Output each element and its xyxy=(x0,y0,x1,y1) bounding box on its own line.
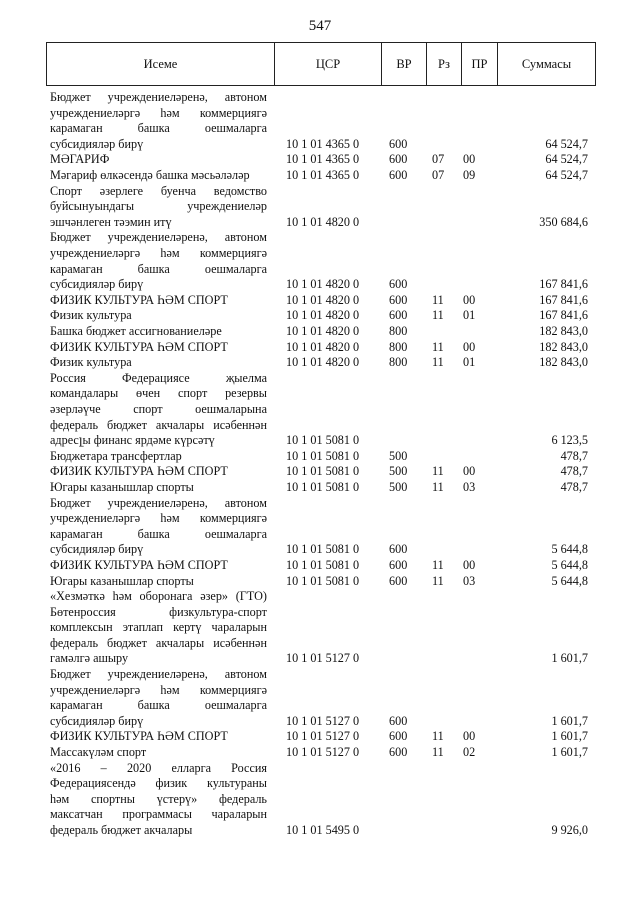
row-name-line: ФИЗИК КУЛЬТУРА ҺӘМ СПОРТ xyxy=(50,557,228,572)
row-name-line: эшчәнлеген тәэмин итү xyxy=(50,214,172,229)
table-row xyxy=(0,589,640,667)
row-csr: 10 1 01 4365 0 xyxy=(286,152,360,167)
table-row xyxy=(0,449,640,465)
table-row xyxy=(0,667,640,729)
row-vr: 600 xyxy=(389,277,408,292)
row-vr: 600 xyxy=(389,542,408,557)
row-sum: 1 601,7 xyxy=(551,745,588,760)
row-name-line: Бөтенроссия физкультура-спорт xyxy=(50,604,267,619)
row-vr: 600 xyxy=(389,745,408,760)
row-rz: 11 xyxy=(432,557,444,572)
row-name-line: Физик культура xyxy=(50,355,132,370)
row-vr: 500 xyxy=(389,479,408,494)
row-sum: 64 524,7 xyxy=(545,136,588,151)
row-name-line: учреждениеләргә һәм коммерциягә xyxy=(50,682,267,697)
row-csr: 10 1 01 4820 0 xyxy=(286,339,360,354)
row-name xyxy=(50,574,267,590)
table-row xyxy=(0,371,640,449)
row-name-line: Россия Федерациясе җыелма xyxy=(50,370,267,385)
row-name-line: «2016 – 2020 елларга Россия xyxy=(50,760,267,775)
row-vr: 600 xyxy=(389,729,408,744)
row-name-line: карамаган башка оешмаларга xyxy=(50,121,267,136)
row-name-line: МӘГАРИФ xyxy=(50,152,110,167)
table-row xyxy=(0,745,640,761)
row-name-line: «Хезмәткә һәм оборонага әзер» (ГТО) xyxy=(50,589,267,604)
table-row xyxy=(0,90,640,152)
row-name-line: Югары казанышлар спорты xyxy=(50,479,194,494)
row-name-line: буйсынуындагы учреждениеләр xyxy=(50,199,267,214)
table-row xyxy=(0,729,640,745)
row-sum: 6 123,5 xyxy=(551,433,588,448)
row-vr: 600 xyxy=(389,136,408,151)
row-csr: 10 1 01 4820 0 xyxy=(286,292,360,307)
row-rz: 07 xyxy=(432,167,445,182)
row-sum: 478,7 xyxy=(560,464,588,479)
row-sum: 167 841,6 xyxy=(539,292,588,307)
row-vr: 600 xyxy=(389,557,408,572)
row-name-line: федераль бюджет акчалары исәбеннән xyxy=(50,635,267,650)
row-pr: 00 xyxy=(463,292,476,307)
row-name-line: федераль бюджет акчалары исәбеннән xyxy=(50,417,267,432)
row-sum: 5 644,8 xyxy=(551,542,588,557)
row-name-line: Бюджет учреждениеләренә, автоном xyxy=(50,230,267,245)
row-name xyxy=(50,729,267,745)
header-sum: Суммасы xyxy=(497,43,595,85)
table-row xyxy=(0,480,640,496)
row-name-line: максатчан программасы чараларын xyxy=(50,807,267,822)
row-name xyxy=(50,371,267,449)
row-sum: 350 684,6 xyxy=(539,214,588,229)
row-sum: 1 601,7 xyxy=(551,729,588,744)
row-vr: 600 xyxy=(389,573,408,588)
table-row xyxy=(0,324,640,340)
row-name-line: Федерациясендә физик культураны xyxy=(50,776,267,791)
row-name-line: карамаган башка оешмаларга xyxy=(50,698,267,713)
row-sum: 478,7 xyxy=(560,448,588,463)
table-row xyxy=(0,230,640,292)
row-name-line: командалары өчен спорт резервы xyxy=(50,386,267,401)
row-sum: 167 841,6 xyxy=(539,277,588,292)
row-csr: 10 1 01 5127 0 xyxy=(286,651,360,666)
row-name xyxy=(50,667,267,729)
table-row xyxy=(0,308,640,324)
row-name-line: Башка бюджет ассигнованиеләре xyxy=(50,323,222,338)
row-sum: 182 843,0 xyxy=(539,355,588,370)
row-vr: 600 xyxy=(389,292,408,307)
row-vr: 600 xyxy=(389,152,408,167)
row-csr: 10 1 01 4820 0 xyxy=(286,323,360,338)
header-name: Исеме xyxy=(143,56,178,71)
row-name-line: субсидияләр бирү xyxy=(50,136,144,151)
row-name-line: учреждениеләргә һәм коммерциягә xyxy=(50,105,267,120)
row-sum: 1 601,7 xyxy=(551,651,588,666)
row-name-line: субсидияләр бирү xyxy=(50,713,144,728)
row-name-line: учреждениеләргә һәм коммерциягә xyxy=(50,245,267,260)
table-row xyxy=(0,152,640,168)
row-rz: 07 xyxy=(432,152,445,167)
row-name xyxy=(50,230,267,292)
table-row xyxy=(0,355,640,371)
row-vr: 600 xyxy=(389,167,408,182)
row-rz: 11 xyxy=(432,292,444,307)
row-name xyxy=(50,464,267,480)
row-name-line: ФИЗИК КУЛЬТУРА ҺӘМ СПОРТ xyxy=(50,292,228,307)
row-csr: 10 1 01 4820 0 xyxy=(286,214,360,229)
row-name-line: учреждениеләргә һәм коммерциягә xyxy=(50,511,267,526)
row-name-line: Физик культура xyxy=(50,308,132,323)
row-name xyxy=(50,308,267,324)
row-vr: 800 xyxy=(389,323,408,338)
table-row xyxy=(0,761,640,839)
row-sum: 64 524,7 xyxy=(545,152,588,167)
row-name-line: ФИЗИК КУЛЬТУРА ҺӘМ СПОРТ xyxy=(50,339,228,354)
row-name xyxy=(50,293,267,309)
row-name-line: карамаган башка оешмаларга xyxy=(50,261,267,276)
row-rz: 11 xyxy=(432,464,444,479)
row-vr: 800 xyxy=(389,339,408,354)
row-vr: 600 xyxy=(389,308,408,323)
row-sum: 9 926,0 xyxy=(551,823,588,838)
row-name-line: субсидияләр бирү xyxy=(50,542,144,557)
row-name-line: Бюджетара трансфертлар xyxy=(50,448,182,463)
row-csr: 10 1 01 5081 0 xyxy=(286,464,360,479)
row-pr: 03 xyxy=(463,573,476,588)
header-vr: ВР xyxy=(381,43,426,85)
table-row xyxy=(0,496,640,558)
row-pr: 01 xyxy=(463,355,476,370)
page-number: 547 xyxy=(308,18,332,34)
row-name-line: һәм спортны үстерү» федераль xyxy=(50,791,267,806)
row-name xyxy=(50,449,267,465)
row-csr: 10 1 01 5127 0 xyxy=(286,729,360,744)
row-name-line: ФИЗИК КУЛЬТУРА ҺӘМ СПОРТ xyxy=(50,729,228,744)
row-pr: 01 xyxy=(463,308,476,323)
row-name xyxy=(50,168,267,184)
row-sum: 1 601,7 xyxy=(551,713,588,728)
table-row xyxy=(0,184,640,231)
row-name xyxy=(50,355,267,371)
row-rz: 11 xyxy=(432,339,444,354)
row-name xyxy=(50,480,267,496)
row-name xyxy=(50,496,267,558)
table-row xyxy=(0,168,640,184)
row-csr: 10 1 01 5081 0 xyxy=(286,433,360,448)
table-row xyxy=(0,558,640,574)
row-pr: 00 xyxy=(463,339,476,354)
row-sum: 64 524,7 xyxy=(545,167,588,182)
header-rz: Рз xyxy=(426,43,461,85)
row-pr: 00 xyxy=(463,729,476,744)
row-vr: 800 xyxy=(389,355,408,370)
row-name-line: гамәлгә ашыру xyxy=(50,651,129,666)
row-name xyxy=(50,761,267,839)
row-sum: 478,7 xyxy=(560,479,588,494)
row-rz: 11 xyxy=(432,479,444,494)
table-row xyxy=(0,464,640,480)
table-row xyxy=(0,293,640,309)
row-name xyxy=(50,184,267,231)
row-csr: 10 1 01 5127 0 xyxy=(286,713,360,728)
row-csr: 10 1 01 4820 0 xyxy=(286,308,360,323)
row-pr: 02 xyxy=(463,745,476,760)
row-sum: 5 644,8 xyxy=(551,557,588,572)
table-row xyxy=(0,340,640,356)
row-csr: 10 1 01 4365 0 xyxy=(286,167,360,182)
table-body xyxy=(0,90,640,839)
row-csr: 10 1 01 5495 0 xyxy=(286,823,360,838)
row-csr: 10 1 01 5081 0 xyxy=(286,479,360,494)
row-name xyxy=(50,152,267,168)
row-csr: 10 1 01 5081 0 xyxy=(286,542,360,557)
header-pr: ПР xyxy=(461,43,497,85)
row-name-line: комплексын этаплап кертү чараларын xyxy=(50,620,267,635)
row-name-line: адресլы финанс ярдәме күрсәтү xyxy=(50,433,215,448)
row-csr: 10 1 01 5127 0 xyxy=(286,745,360,760)
row-name-line: әзерләүче спорт оешмаларына xyxy=(50,401,267,416)
row-name-line: Бюджет учреждениеләренә, автоном xyxy=(50,667,267,682)
table-header xyxy=(46,42,596,86)
row-csr: 10 1 01 4820 0 xyxy=(286,277,360,292)
row-name-line: федераль бюджет акчалары xyxy=(50,823,193,838)
table-row xyxy=(0,574,640,590)
row-sum: 167 841,6 xyxy=(539,308,588,323)
row-name-line: Бюджет учреждениеләренә, автоном xyxy=(50,90,267,104)
row-pr: 00 xyxy=(463,152,476,167)
row-name xyxy=(50,558,267,574)
row-pr: 09 xyxy=(463,167,476,182)
header-csr: ЦСР xyxy=(274,43,381,85)
row-name xyxy=(50,589,267,667)
row-pr: 03 xyxy=(463,479,476,494)
row-name-line: Бюджет учреждениеләренә, автоном xyxy=(50,495,267,510)
row-name-line: ФИЗИК КУЛЬТУРА ҺӘМ СПОРТ xyxy=(50,464,228,479)
row-csr: 10 1 01 4820 0 xyxy=(286,355,360,370)
row-rz: 11 xyxy=(432,573,444,588)
row-name xyxy=(50,90,267,152)
row-csr: 10 1 01 5081 0 xyxy=(286,557,360,572)
row-name-line: Югары казанышлар спорты xyxy=(50,573,194,588)
row-rz: 11 xyxy=(432,355,444,370)
row-name-line: Мәгариф өлкәсендә башка мәсьәләләр xyxy=(50,167,250,182)
row-pr: 00 xyxy=(463,557,476,572)
row-rz: 11 xyxy=(432,729,444,744)
row-csr: 10 1 01 5081 0 xyxy=(286,448,360,463)
row-vr: 600 xyxy=(389,713,408,728)
row-name-line: Массакүләм спорт xyxy=(50,745,147,760)
row-csr: 10 1 01 5081 0 xyxy=(286,573,360,588)
row-name xyxy=(50,745,267,761)
row-pr: 00 xyxy=(463,464,476,479)
row-vr: 500 xyxy=(389,464,408,479)
row-name-line: карамаган башка оешмаларга xyxy=(50,526,267,541)
row-rz: 11 xyxy=(432,308,444,323)
row-sum: 182 843,0 xyxy=(539,323,588,338)
row-name xyxy=(50,340,267,356)
row-sum: 5 644,8 xyxy=(551,573,588,588)
row-sum: 182 843,0 xyxy=(539,339,588,354)
row-name xyxy=(50,324,267,340)
row-name-line: Спорт әзерлеге буенча ведомство xyxy=(50,183,267,198)
row-rz: 11 xyxy=(432,745,444,760)
row-name-line: субсидияләр бирү xyxy=(50,277,144,292)
row-csr: 10 1 01 4365 0 xyxy=(286,136,360,151)
row-vr: 500 xyxy=(389,448,408,463)
